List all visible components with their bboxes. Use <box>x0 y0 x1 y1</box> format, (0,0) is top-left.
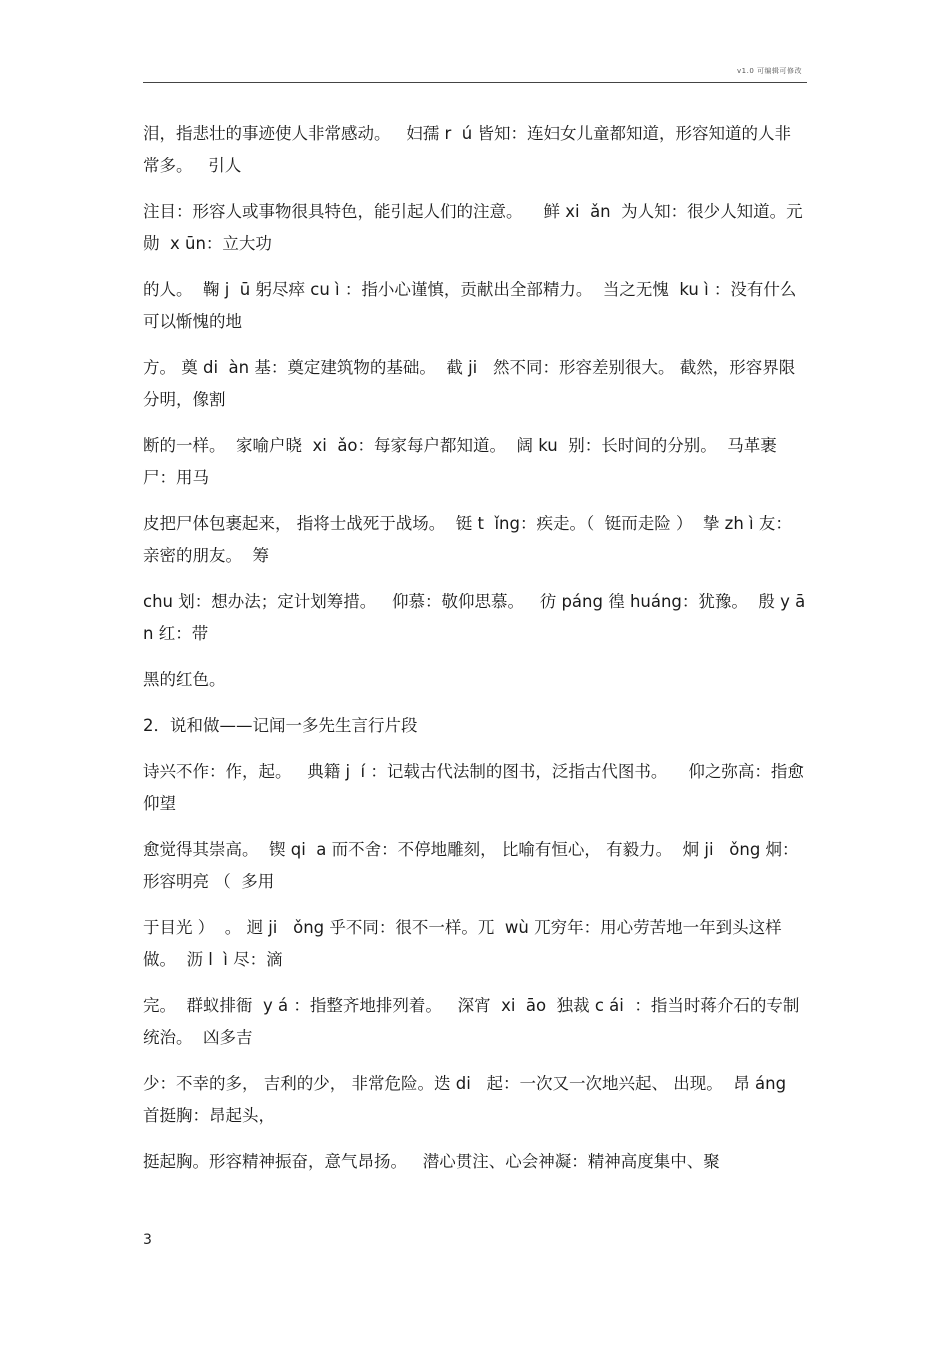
header-version-text: v1.0 可编辑可修改 <box>737 67 802 75</box>
section-heading: 2．说和做——记闻一多先生言行片段 <box>143 716 418 735</box>
paragraph: 挺起胸。形容精神振奋，意气昂扬。 潜心贯注、心会神凝：精神高度集中、聚 <box>143 1152 720 1171</box>
paragraph: 泪，指悲壮的事迹使人非常感动。 妇孺 r ú 皆知：连妇女儿童都知道，形容知道的人非常多。 引人 <box>143 124 791 175</box>
paragraph: 的人。 鞠 j ū 躬尽瘁 cu ì ：指小心谨慎，贡献出全部精力。 当之无愧 ku ì ：没有什么可以惭愧的地 <box>143 280 797 331</box>
paragraph: 愈觉得其崇高。 锲 qi a 而不舍：不停地雕刻， 比喻有恒心， 有毅力。 炯 ji ǒng 炯：形容明亮 （ 多用 <box>143 840 799 891</box>
paragraph: 皮把尸体包裹起来， 指将士战死于战场。 铤 t ǐng：疾走。（ 铤而走险 ） 挚 zh ì 友：亲密的朋友。 筹 <box>143 514 792 565</box>
paragraph: 于目光 ） 。 迥 ji ǒng 乎不同：很不一样。兀 wù 兀穷年：用心劳苦地一年到头这样做。 沥 l ì 尽：滴 <box>143 918 782 969</box>
paragraph: 黑的红色。 <box>143 670 226 689</box>
paragraph: chu 划：想办法；定计划筹措。 仰慕：敬仰思慕。 彷 páng 徨 huáng：犹豫。 殷 y ā n 红：带 <box>143 592 811 643</box>
document-body <box>143 118 811 1192</box>
paragraph: 断的一样。 家喻户晓 xi ǎo：每家每户都知道。 阔 ku 别：长时间的分别。 马革裹尸：用马 <box>143 436 777 487</box>
paragraph: 方。 奠 di àn 基：奠定建筑物的基础。 截 ji 然不同：形容差别很大。 截然，形容界限分明，像割 <box>143 358 796 409</box>
paragraph: 注目：形容人或事物很具特色，能引起人们的注意。 鲜 xi ǎn 为人知：很少人知道。元勋 x ūn：立大功 <box>143 202 803 253</box>
header-divider <box>143 82 807 83</box>
paragraph: 诗兴不作：作，起。 典籍 j í ：记载古代法制的图书，泛指古代图书。 仰之弥高：指愈仰望 <box>143 762 804 813</box>
paragraph: 完。 群蚁排衙 y á ：指整齐地排列着。 深宵 xi āo 独裁 c ái ：指当时蒋介石的专制统治。 凶多吉 <box>143 996 800 1047</box>
page-number: 3 <box>143 1232 152 1248</box>
paragraph: 少：不幸的多， 吉利的少， 非常危险。迭 di 起：一次又一次地兴起、 出现。 昂 áng 首挺胸：昂起头， <box>143 1074 792 1125</box>
